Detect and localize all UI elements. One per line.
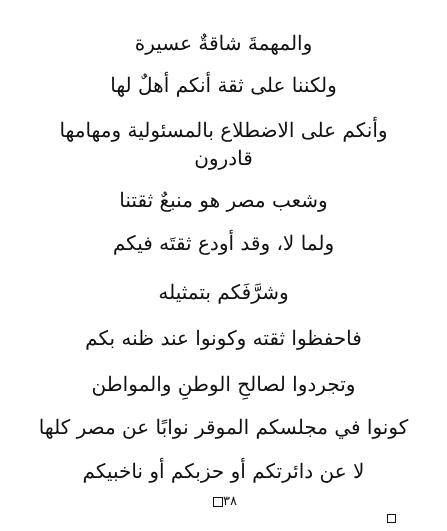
poem-line-9: وتجردوا لصالحِ الوطنِ والمواطن xyxy=(91,372,356,396)
poem-line-11: لا عن دائرتكم أو حزبكم أو ناخبيكم xyxy=(82,459,365,483)
poem-line-3: وأنكم على الاضطلاع بالمسئولية ومهامها xyxy=(59,118,388,142)
poem-line-7: وشرَّفَكم بتمثيله xyxy=(158,280,289,304)
poem-line-10: كونوا في مجلسكم الموقر نوابًا عن مصر كلها xyxy=(38,415,409,439)
poem-line-8: فاحفظوا ثقته وكونوا عند ظنه بكم xyxy=(85,326,362,350)
poem-line-2: ولكننا على ثقة أنكم أهلٌ لها xyxy=(110,73,337,97)
poem-line-5: وشعب مصر هو منبعٌ ثقتنا xyxy=(119,188,328,212)
page-number-box-icon xyxy=(213,497,223,507)
poem-line-1: والمهمةَ شاقةٌ عسيرة xyxy=(134,31,313,55)
poem-line-4: قادرون xyxy=(194,146,253,170)
page-footer xyxy=(0,494,447,510)
poem-line-6: ولما لا، وقد أودع ثقتَه فيكم xyxy=(112,231,335,255)
corner-square-icon xyxy=(387,514,396,523)
page-number: ٣٨ xyxy=(223,494,237,509)
